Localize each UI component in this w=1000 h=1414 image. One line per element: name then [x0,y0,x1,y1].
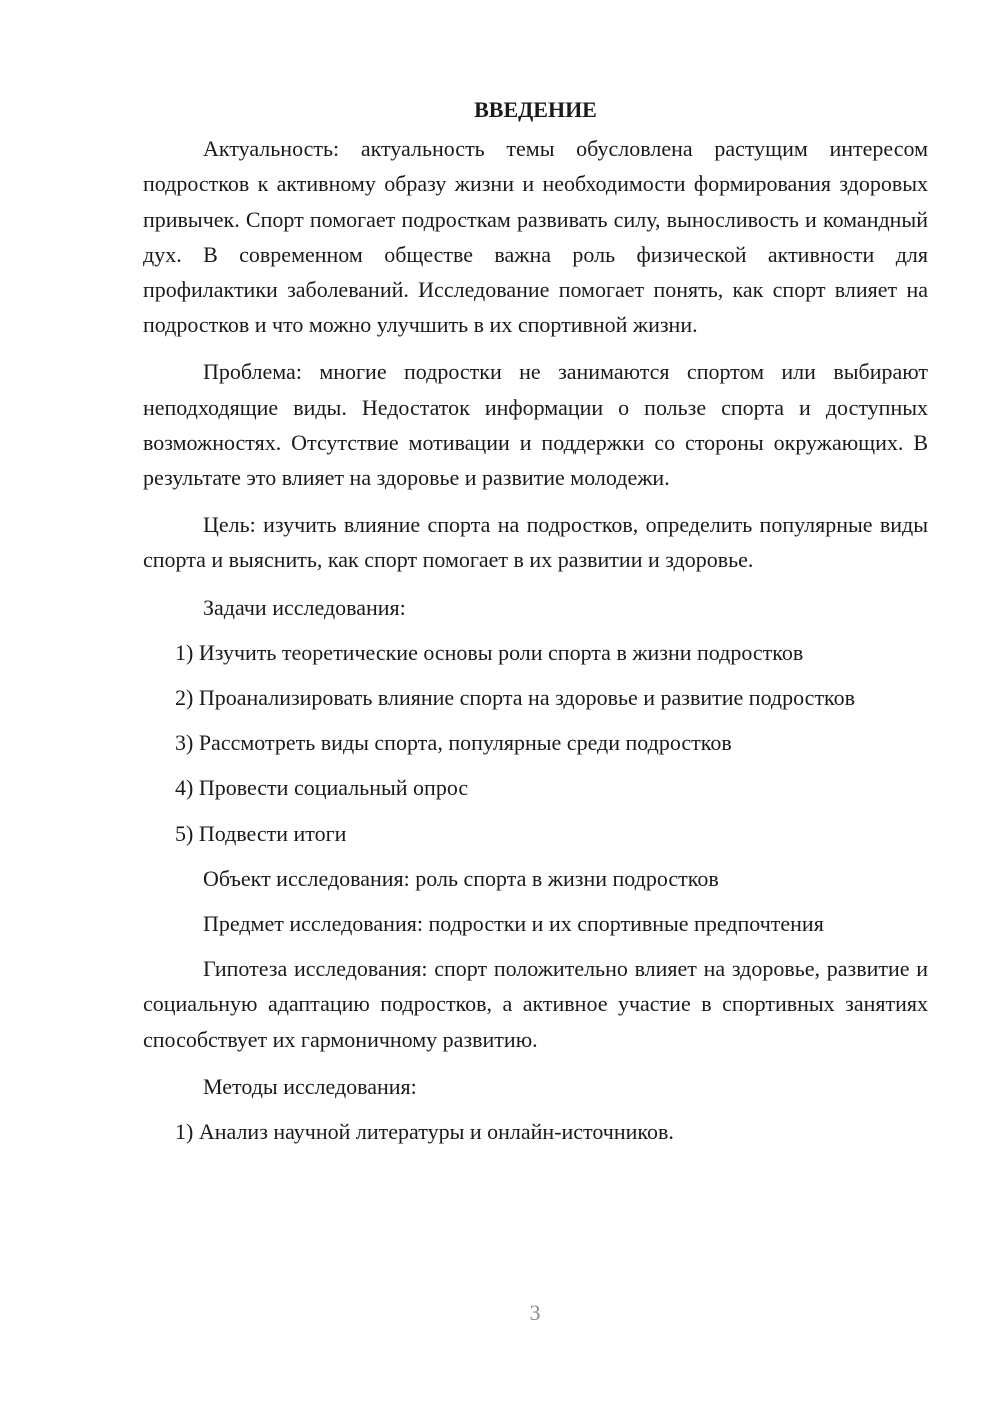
document-page [143,92,928,1159]
methods-heading: Методы исследования: [203,1073,417,1099]
task-item-2: 2) Проанализировать влияние спорта на здоровье и развитие подростков [175,685,856,711]
task-item-5: 5) Подвести итоги [175,820,347,846]
task-item-3: 3) Рассмотреть виды спорта, популярные среди подростков [175,730,732,756]
goal-paragraph: Цель: изучить влияние спорта на подростков, определить популярные виды спорта и выяснить, как спорт помогает в их развитии и здоровье. [143,512,928,573]
subject-paragraph: Предмет исследования: подростки и их спортивные предпочтения [203,911,824,937]
object-paragraph: Объект исследования: роль спорта в жизни подростков [203,865,719,891]
hypothesis-paragraph: Гипотеза исследования: спорт положительно влияет на здоровье, развитие и социальную адаптацию подростков, а активное участие в спортивных занятиях способствует их гармоничному развитию. [143,956,928,1052]
relevance-paragraph: Актуальность: актуальность темы обусловлена растущим интересом подростков к активному образу жизни и необходимости формирования здоровых привычек. Спорт помогает подросткам развивать силу, выносливость и командный дух. В современном обществе важна роль физической активности для профилактики заболеваний. Исследование помогает понять, как спорт влияет на подростков и что можно улучшить в их спортивной жизни. [143,136,928,338]
task-item-1: 1) Изучить теоретические основы роли спорта в жизни подростков [175,639,804,665]
tasks-heading: Задачи исследования: [203,594,406,620]
section-title: ВВЕДЕНИЕ [474,97,597,122]
method-item-1: 1) Анализ научной литературы и онлайн-источников. [175,1119,674,1145]
problem-paragraph: Проблема: многие подростки не занимаются спортом или выбирают неподходящие виды. Недостаток информации о пользе спорта и доступных возможностях. Отсутствие мотивации и поддержки со стороны окружающих. В результате это влияет на здоровье и развитие молодежи. [143,359,928,491]
page-number: 3 [529,1300,541,1325]
task-item-4: 4) Провести социальный опрос [175,775,469,801]
